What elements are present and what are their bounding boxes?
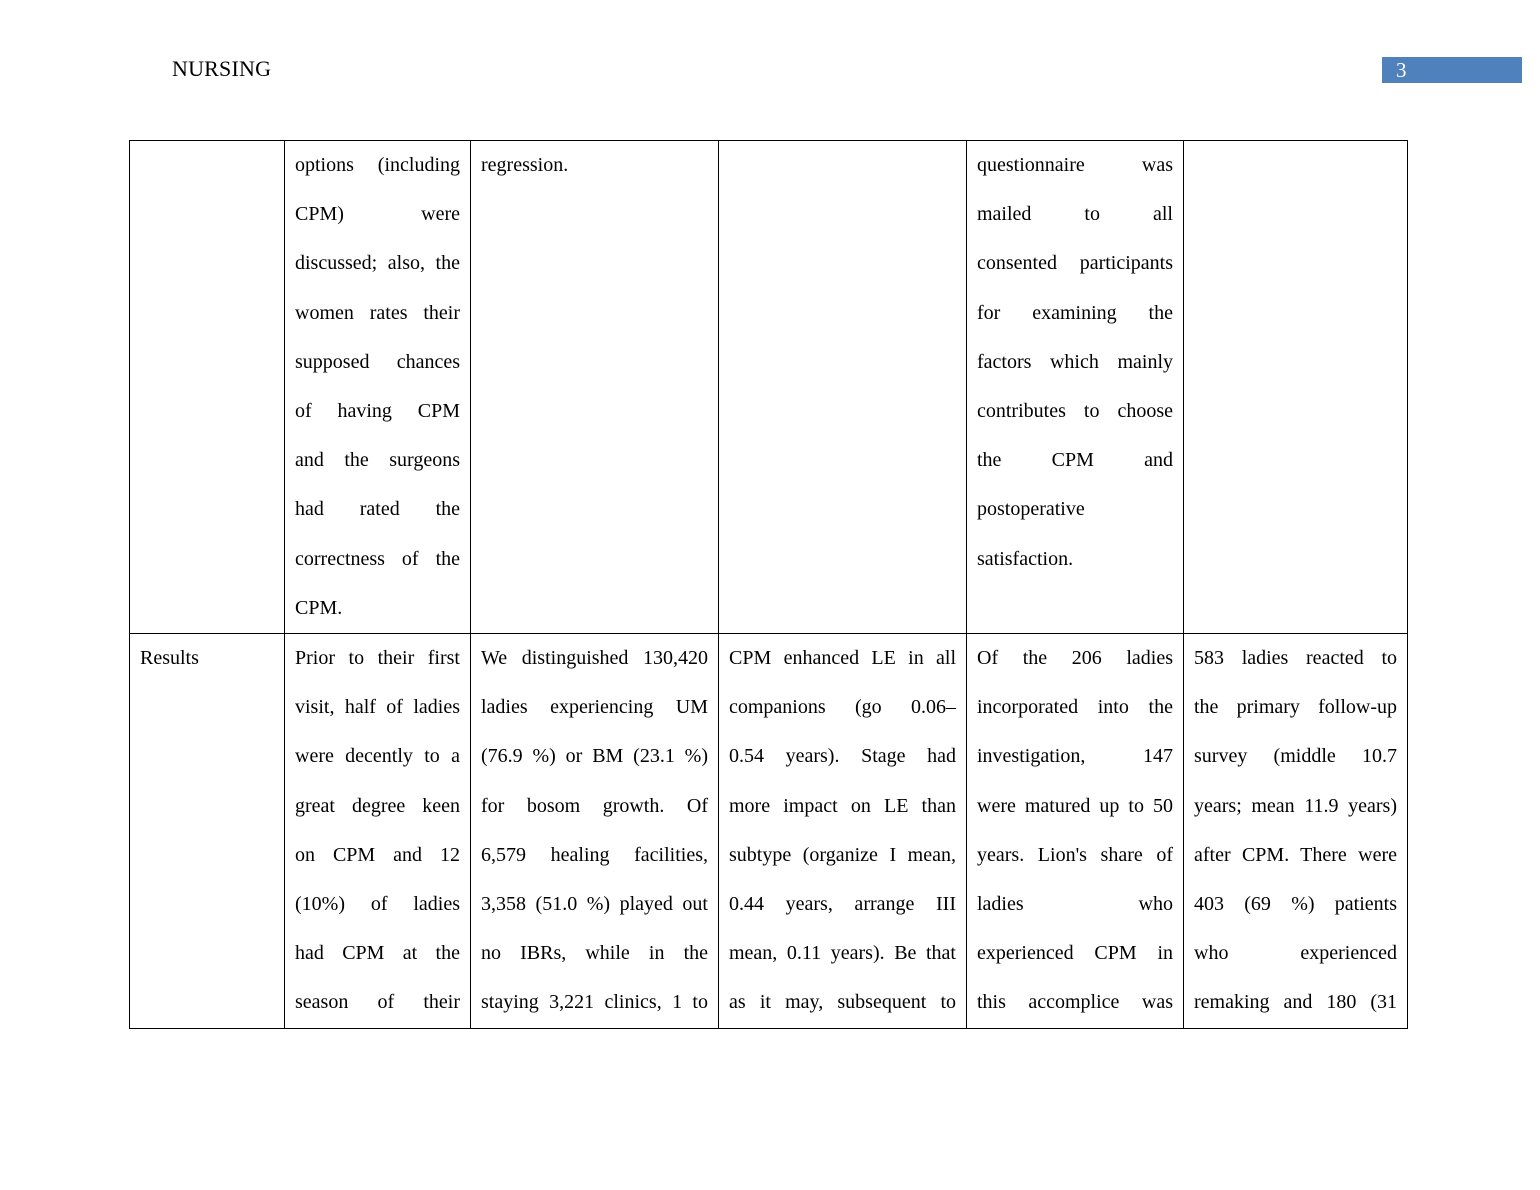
row1-col3-cell [719, 141, 967, 634]
table-row [130, 634, 1408, 1029]
cell-text-line: correctness of the [295, 547, 460, 570]
row2-col1-cell [285, 634, 471, 1029]
literature-review-table [129, 140, 1408, 1029]
cell-text-line: this accomplice was [977, 991, 1173, 1014]
cell-text-line: visit, half of ladies [295, 696, 460, 719]
row1-col2-cell [471, 141, 719, 634]
cell-text-line: remaking and 180 (31 [1194, 991, 1397, 1014]
row1-label-cell [130, 141, 285, 634]
cell-text-line: 583 ladies reacted to [1194, 647, 1397, 670]
row2-label-cell [130, 634, 285, 1029]
cell-text-line: were decently to a [295, 745, 460, 768]
page-number-badge [1382, 57, 1522, 83]
cell-text-line: the primary follow-up [1194, 696, 1397, 719]
cell-text-line: the CPM and [977, 449, 1173, 472]
row2-col5-cell [1184, 634, 1408, 1029]
cell-text-line: 0.44 years, arrange III [729, 893, 956, 916]
cell-text-line: for examining the [977, 301, 1173, 324]
cell-text-line: (10%) of ladies [295, 893, 460, 916]
cell-text-line: ladies experiencing UM [481, 696, 708, 719]
cell-text-line: companions (go 0.06– [729, 696, 956, 719]
cell-text-line: as it may, subsequent to [729, 991, 956, 1014]
cell-text-line: had rated the [295, 498, 460, 521]
cell-text-line: supposed chances [295, 350, 460, 373]
cell-text-line: CPM enhanced LE in all [729, 647, 956, 670]
cell-text-line: were matured up to 50 [977, 794, 1173, 817]
row1-col4-cell [967, 141, 1184, 634]
cell-text-line: survey (middle 10.7 [1194, 745, 1397, 768]
cell-text-line: CPM) were [295, 203, 460, 226]
cell-text-line: Prior to their first [295, 647, 460, 670]
cell-text-line: contributes to choose [977, 400, 1173, 423]
cell-text-line: Of the 206 ladies [977, 647, 1173, 670]
table-row [130, 141, 1408, 634]
cell-text-line: discussed; also, the [295, 252, 460, 275]
cell-text-line: years; mean 11.9 years) [1194, 794, 1397, 817]
cell-text-line: years. Lion's share of [977, 843, 1173, 866]
cell-text-line: on CPM and 12 [295, 843, 460, 866]
cell-text-line: consented participants [977, 252, 1173, 275]
cell-text-line: 0.54 years). Stage had [729, 745, 956, 768]
cell-text-line: staying 3,221 clinics, 1 to [481, 991, 708, 1014]
row1-col5-cell [1184, 141, 1408, 634]
cell-text-line: great degree keen [295, 794, 460, 817]
cell-text-line: mean, 0.11 years). Be that [729, 942, 956, 965]
page-number: 3 [1396, 58, 1407, 82]
row2-col3-cell [719, 634, 967, 1029]
cell-text-line: factors which mainly [977, 350, 1173, 373]
cell-text-line: 6,579 healing facilities, [481, 843, 708, 866]
cell-text-line: investigation, 147 [977, 745, 1173, 768]
cell-text-line: after CPM. There were [1194, 843, 1397, 866]
cell-text-line: for bosom growth. Of [481, 794, 708, 817]
cell-text-line: had CPM at the [295, 942, 460, 965]
cell-text-line: ladies who [977, 893, 1173, 916]
cell-text-line: experienced CPM in [977, 942, 1173, 965]
cell-text-line: CPM. [295, 596, 343, 619]
row1-col1-cell [285, 141, 471, 634]
cell-text-line: We distinguished 130,420 [481, 647, 708, 670]
cell-text-line: postoperative [977, 498, 1085, 521]
row2-col2-cell [471, 634, 719, 1029]
cell-text-line: women rates their [295, 301, 460, 324]
cell-text-line: subtype (organize I mean, [729, 843, 956, 866]
cell-text-line: (76.9 %) or BM (23.1 %) [481, 745, 708, 768]
running-header-title: NURSING [172, 56, 272, 81]
row2-col4-cell [967, 634, 1184, 1029]
cell-text-line: of having CPM [295, 400, 460, 423]
cell-text-line: regression. [481, 154, 569, 176]
cell-text-line: mailed to all [977, 203, 1173, 226]
cell-text-line: incorporated into the [977, 696, 1173, 719]
results-label: Results [140, 647, 199, 670]
cell-text-line: no IBRs, while in the [481, 942, 708, 965]
cell-text-line: season of their [295, 991, 460, 1014]
cell-text-line: questionnaire was [977, 154, 1173, 176]
cell-text-line: and the surgeons [295, 449, 460, 472]
cell-text-line: 3,358 (51.0 %) played out [481, 893, 708, 916]
cell-text-line: more impact on LE than [729, 794, 956, 817]
cell-text-line: satisfaction. [977, 547, 1074, 570]
cell-text-line: who experienced [1194, 942, 1397, 965]
cell-text-line: 403 (69 %) patients [1194, 893, 1397, 916]
cell-text-line: options (including [295, 154, 460, 176]
